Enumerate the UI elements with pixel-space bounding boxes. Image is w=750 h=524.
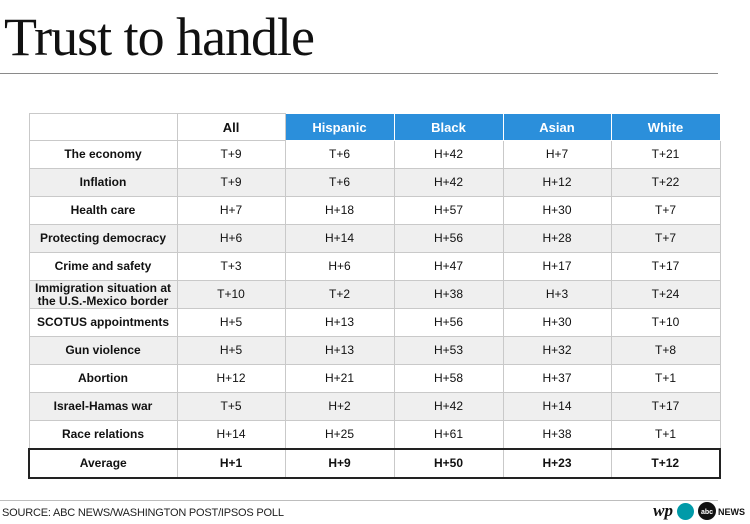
row-label: Health care (29, 197, 177, 225)
table-row (29, 393, 720, 421)
cell-all: H+6 (177, 225, 285, 253)
column-header-black: Black (394, 114, 503, 141)
cell-hispanic: H+14 (285, 225, 394, 253)
news-logo-text: NEWS (718, 507, 745, 517)
table-row (29, 141, 720, 169)
cell-asian: H+17 (503, 253, 611, 281)
cell-white: T+7 (611, 225, 720, 253)
cell-all: H+14 (177, 421, 285, 450)
table-row (29, 337, 720, 365)
cell-asian: H+37 (503, 365, 611, 393)
row-label: Abortion (29, 365, 177, 393)
washington-post-logo: wp (653, 501, 673, 520)
row-label: Average (29, 449, 177, 478)
cell-hispanic: H+13 (285, 309, 394, 337)
title-divider (0, 73, 718, 74)
cell-white: T+7 (611, 197, 720, 225)
ipsos-logo (677, 503, 694, 520)
trust-table (28, 113, 721, 479)
row-label: Protecting democracy (29, 225, 177, 253)
cell-asian: H+14 (503, 393, 611, 421)
cell-all: T+5 (177, 393, 285, 421)
table-body (29, 141, 720, 479)
cell-hispanic: H+21 (285, 365, 394, 393)
cell-all: T+9 (177, 141, 285, 169)
column-header-white: White (611, 114, 720, 141)
cell-black: H+47 (394, 253, 503, 281)
cell-all: H+7 (177, 197, 285, 225)
cell-asian: H+32 (503, 337, 611, 365)
cell-black: H+56 (394, 309, 503, 337)
cell-black: H+56 (394, 225, 503, 253)
cell-white: T+24 (611, 281, 720, 309)
cell-hispanic: H+13 (285, 337, 394, 365)
cell-hispanic: H+2 (285, 393, 394, 421)
table-row (29, 281, 720, 309)
cell-black: H+42 (394, 169, 503, 197)
average-row (29, 449, 720, 478)
header-row (29, 114, 720, 141)
cell-asian: H+38 (503, 421, 611, 450)
cell-black: H+58 (394, 365, 503, 393)
cell-hispanic: H+9 (285, 449, 394, 478)
publisher-logos (653, 502, 746, 520)
cell-asian: H+30 (503, 197, 611, 225)
cell-black: H+57 (394, 197, 503, 225)
row-label: The economy (29, 141, 177, 169)
cell-all: T+10 (177, 281, 285, 309)
cell-white: T+12 (611, 449, 720, 478)
cell-hispanic: T+6 (285, 169, 394, 197)
cell-hispanic: H+25 (285, 421, 394, 450)
cell-white: T+10 (611, 309, 720, 337)
cell-white: T+1 (611, 421, 720, 450)
row-label: Immigration situation at the U.S.-Mexico border (29, 281, 177, 309)
cell-white: T+8 (611, 337, 720, 365)
cell-asian: H+23 (503, 449, 611, 478)
cell-all: H+12 (177, 365, 285, 393)
abc-logo-text: abc (700, 509, 714, 516)
row-label: SCOTUS appointments (29, 309, 177, 337)
cell-black: H+61 (394, 421, 503, 450)
table-row (29, 225, 720, 253)
cell-black: H+53 (394, 337, 503, 365)
source-note: SOURCE: ABC NEWS/WASHINGTON POST/IPSOS POLL (2, 507, 284, 519)
abc-news-logo (698, 502, 746, 520)
table-row (29, 365, 720, 393)
chart-title: Trust to handle (4, 7, 315, 67)
row-label: Israel-Hamas war (29, 393, 177, 421)
cell-asian: H+12 (503, 169, 611, 197)
cell-white: T+17 (611, 253, 720, 281)
table-row (29, 421, 720, 450)
cell-all: H+1 (177, 449, 285, 478)
cell-white: T+21 (611, 141, 720, 169)
cell-hispanic: H+6 (285, 253, 394, 281)
cell-all: H+5 (177, 309, 285, 337)
cell-white: T+17 (611, 393, 720, 421)
row-label: Race relations (29, 421, 177, 450)
cell-asian: H+28 (503, 225, 611, 253)
cell-white: T+1 (611, 365, 720, 393)
cell-white: T+22 (611, 169, 720, 197)
column-header-all: All (177, 114, 285, 141)
cell-all: T+9 (177, 169, 285, 197)
cell-all: T+3 (177, 253, 285, 281)
column-header-asian: Asian (503, 114, 611, 141)
cell-asian: H+30 (503, 309, 611, 337)
table-row (29, 309, 720, 337)
cell-all: H+5 (177, 337, 285, 365)
cell-hispanic: T+2 (285, 281, 394, 309)
table-row (29, 253, 720, 281)
cell-asian: H+3 (503, 281, 611, 309)
cell-hispanic: T+6 (285, 141, 394, 169)
cell-black: H+42 (394, 393, 503, 421)
header-corner-cell (29, 114, 177, 141)
column-header-hispanic: Hispanic (285, 114, 394, 141)
row-label: Crime and safety (29, 253, 177, 281)
cell-black: H+50 (394, 449, 503, 478)
cell-asian: H+7 (503, 141, 611, 169)
cell-black: H+42 (394, 141, 503, 169)
cell-hispanic: H+18 (285, 197, 394, 225)
table-row (29, 197, 720, 225)
row-label: Inflation (29, 169, 177, 197)
row-label: Gun violence (29, 337, 177, 365)
cell-black: H+38 (394, 281, 503, 309)
table-row (29, 169, 720, 197)
source-divider (0, 500, 718, 501)
